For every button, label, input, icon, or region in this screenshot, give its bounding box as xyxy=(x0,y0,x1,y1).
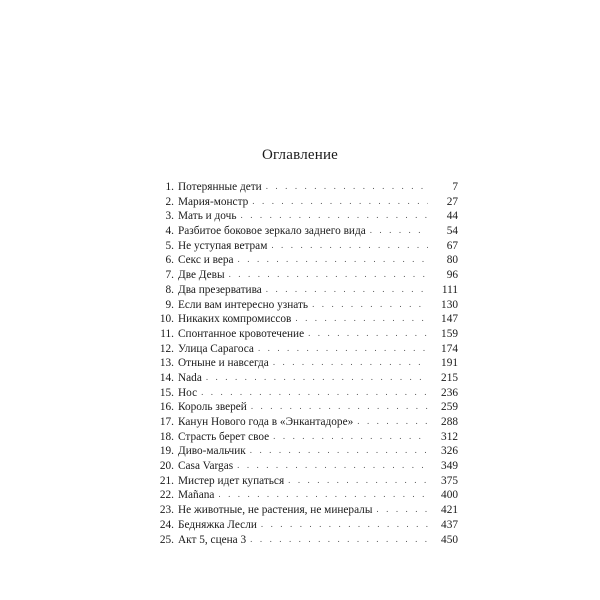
toc-dot-leader xyxy=(273,429,428,444)
toc-entry xyxy=(146,268,458,283)
toc-entry xyxy=(146,503,458,518)
toc-entry-page: 54 xyxy=(446,225,458,238)
toc-entry-page: 159 xyxy=(441,327,458,340)
toc-entry-page: 400 xyxy=(441,489,458,502)
toc-entry xyxy=(146,283,458,298)
toc-entry xyxy=(146,327,458,342)
toc-entry-page: 421 xyxy=(441,504,458,517)
toc-entry xyxy=(146,239,458,254)
toc-entry-title: Отныне и навсегда xyxy=(178,357,269,370)
toc-entry xyxy=(146,533,458,548)
toc-dot-leader xyxy=(261,517,428,532)
toc-entry-number: 4. xyxy=(165,225,174,238)
toc-entry-title: Не уступая ветрам xyxy=(178,239,268,252)
toc-entry-page: 67 xyxy=(446,239,458,252)
toc-entry xyxy=(146,312,458,327)
toc-entry-number: 16. xyxy=(159,401,174,414)
toc-dot-leader xyxy=(237,458,428,473)
toc-dot-leader xyxy=(370,223,428,238)
toc-dot-leader xyxy=(271,238,428,253)
toc-entry xyxy=(146,342,458,357)
toc-entry-page: 147 xyxy=(441,313,458,326)
toc-entry-page: 96 xyxy=(446,269,458,282)
toc-entry-number: 23. xyxy=(159,504,174,517)
toc-entry xyxy=(146,356,458,371)
toc-entry xyxy=(146,386,458,401)
toc-entry xyxy=(146,518,458,533)
toc-entry-page: 312 xyxy=(441,430,458,443)
toc-entry-number: 7. xyxy=(165,269,174,282)
toc-entry-title: Разбитое боковое зеркало заднего вида xyxy=(178,225,366,238)
toc-dot-leader xyxy=(273,355,428,370)
toc-entry-title: Диво-мальчик xyxy=(178,445,246,458)
toc-entry-number: 3. xyxy=(165,210,174,223)
toc-entry-number: 18. xyxy=(159,430,174,443)
toc-entry-page: 7 xyxy=(452,181,458,193)
toc-entry-number: 8. xyxy=(165,283,174,296)
toc-entry-number: 10. xyxy=(159,313,174,326)
toc-dot-leader xyxy=(229,267,428,282)
toc-dot-leader xyxy=(376,502,428,517)
toc-dot-leader xyxy=(201,385,428,400)
toc-dot-leader xyxy=(250,443,428,458)
toc-entry-title: Потерянные дети xyxy=(178,181,262,193)
toc-entry-title: Мистер идет купаться xyxy=(178,474,285,487)
toc-entry-page: 326 xyxy=(441,445,458,458)
toc-dot-leader xyxy=(206,370,428,385)
toc-dot-leader xyxy=(258,341,428,356)
toc-entry-page: 215 xyxy=(441,371,458,384)
toc-dot-leader xyxy=(288,473,428,488)
toc-entry-page: 27 xyxy=(446,195,458,208)
toc-entry xyxy=(146,253,458,268)
toc-entry-title: Casa Vargas xyxy=(178,460,234,473)
toc-dot-leader xyxy=(357,414,428,429)
toc-entry-page: 191 xyxy=(441,357,458,370)
toc-dot-leader xyxy=(238,252,428,267)
toc-dot-leader xyxy=(250,532,428,547)
toc-entry-number: 13. xyxy=(159,357,174,370)
page-title: Оглавление xyxy=(261,147,339,163)
toc-entry-number: 21. xyxy=(159,474,174,487)
toc-entry xyxy=(146,371,458,386)
toc-entry-title: Страсть берет свое xyxy=(178,430,270,443)
toc-entry-number: 11. xyxy=(160,327,174,340)
toc-entry-number: 14. xyxy=(159,371,174,384)
toc-entry xyxy=(146,298,458,313)
toc-entry-number: 5. xyxy=(165,239,174,252)
toc-entry xyxy=(146,444,458,459)
toc-entry-title: Мать и дочь xyxy=(178,210,237,223)
toc-entry-page: 111 xyxy=(441,283,458,296)
toc-entry-title: Два презерватива xyxy=(178,283,262,296)
toc-entry xyxy=(146,224,458,239)
toc-entry-title: Секс и вера xyxy=(178,254,234,267)
toc-entry-number: 9. xyxy=(165,298,174,311)
toc-entry-page: 44 xyxy=(446,210,458,223)
toc-entry-title: Nada xyxy=(178,371,202,384)
toc-entry xyxy=(146,430,458,445)
toc-dot-leader xyxy=(266,282,428,297)
toc-entry-number: 24. xyxy=(159,518,174,531)
toc-entry xyxy=(146,195,458,210)
toc-entry-title: Две Девы xyxy=(178,269,225,282)
toc-entry-page: 288 xyxy=(441,416,458,428)
toc-entry-page: 437 xyxy=(441,518,458,531)
toc-entry-title: Мария-монстр xyxy=(178,195,249,208)
toc-entry-title: Акт 5, сцена 3 xyxy=(178,533,247,546)
toc-entry-page: 174 xyxy=(441,342,458,355)
toc-entry-page: 349 xyxy=(441,460,458,473)
toc-dot-leader xyxy=(252,194,428,209)
toc-dot-leader xyxy=(266,179,428,194)
toc-entry-page: 80 xyxy=(446,254,458,267)
toc-dot-leader xyxy=(218,487,428,502)
table-of-contents xyxy=(146,180,458,547)
toc-entry xyxy=(146,209,458,224)
toc-entry-number: 15. xyxy=(159,386,174,399)
toc-entry-page: 375 xyxy=(441,474,458,487)
toc-entry-title: Бедняжка Лесли xyxy=(178,518,257,531)
toc-dot-leader xyxy=(241,208,429,223)
toc-entry xyxy=(146,474,458,489)
toc-entry-title: Улица Сарагоса xyxy=(178,342,254,355)
toc-entry-number: 6. xyxy=(165,254,174,267)
toc-entry xyxy=(146,180,458,195)
toc-dot-leader xyxy=(312,297,428,312)
toc-dot-leader xyxy=(251,399,428,414)
toc-entry-number: 17. xyxy=(159,416,174,428)
toc-entry-page: 450 xyxy=(441,533,458,546)
toc-entry-number: 22. xyxy=(159,489,174,502)
toc-entry-title: Не животные, не растения, не минералы xyxy=(178,504,373,517)
toc-entry-number: 25. xyxy=(159,533,174,546)
toc-entry-title: Спонтанное кровотечение xyxy=(178,327,305,340)
toc-entry xyxy=(146,400,458,415)
toc-entry-title: Mañana xyxy=(178,489,215,502)
toc-entry-number: 12. xyxy=(159,342,174,355)
toc-entry-page: 130 xyxy=(441,298,458,311)
toc-entry xyxy=(146,488,458,503)
toc-entry-number: 19. xyxy=(159,445,174,458)
toc-entry xyxy=(146,415,458,430)
toc-entry-title: Король зверей xyxy=(178,401,247,414)
toc-entry-page: 236 xyxy=(441,386,458,399)
toc-dot-leader xyxy=(308,326,428,341)
toc-entry-title: Никаких компромиссов xyxy=(178,313,292,326)
toc-entry-number: 20. xyxy=(159,460,174,473)
toc-entry-page: 259 xyxy=(441,401,458,414)
toc-entry-title: Если вам интересно узнать xyxy=(178,298,309,311)
toc-entry-title: Нос xyxy=(178,386,198,399)
toc-entry-number: 1. xyxy=(165,181,174,193)
toc-entry-number: 2. xyxy=(165,195,174,208)
toc-entry xyxy=(146,459,458,474)
toc-entry-title: Канун Нового года в «Энкантадоре» xyxy=(178,416,354,428)
toc-dot-leader xyxy=(295,311,428,326)
